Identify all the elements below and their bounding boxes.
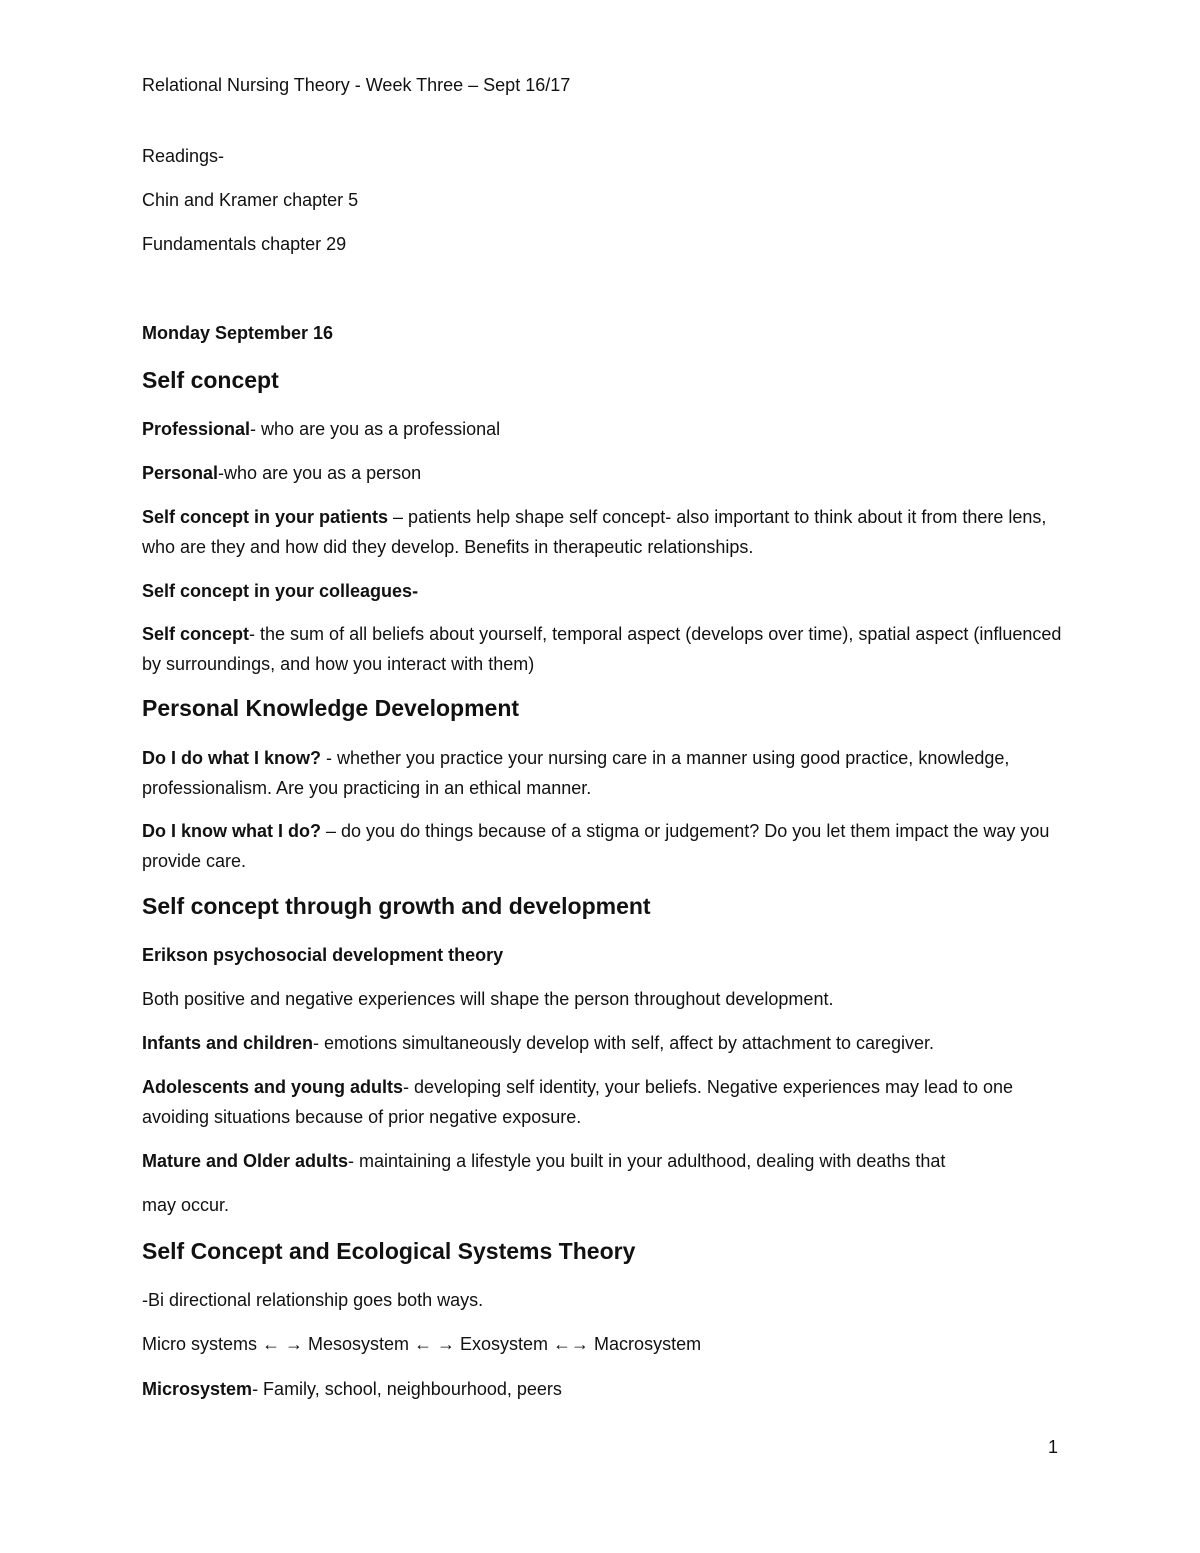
definition: - the sum of all beliefs about yourself, temporal aspect (develops over time), spatial aspect (influenced by surroundings, and how you interact with them) — [142, 624, 1062, 674]
paragraph-mature-continued: may occur. — [142, 1195, 230, 1215]
term: Self concept — [142, 624, 250, 644]
readings-label: Readings- — [142, 146, 225, 166]
definition: -who are you as a person — [218, 463, 422, 483]
term: Professional — [142, 419, 251, 439]
paragraph-bidirectional: -Bi directional relationship goes both ways. — [142, 1290, 484, 1310]
section-heading-self-concept: Self concept — [142, 367, 279, 393]
term: Adolescents and young adults — [142, 1077, 404, 1097]
definition: - developing self identity, your beliefs. Negative experiences may lead to one avoiding situations because of prior negative exposure. — [142, 1077, 1014, 1127]
paragraph-theory: Erikson psychosocial development theory — [142, 945, 504, 965]
term: Microsystem — [142, 1379, 253, 1399]
paragraph-infants — [142, 1028, 1070, 1058]
paragraph-q1 — [142, 743, 1070, 803]
term: Do I do what I know? — [142, 748, 321, 768]
paragraph-q2 — [142, 816, 1070, 876]
date-heading: Monday September 16 — [142, 323, 334, 343]
term: Self concept in your patients — [142, 507, 389, 527]
paragraph-patients — [142, 502, 1070, 562]
definition: - emotions simultaneously develop with self, affect by attachment to caregiver. — [313, 1033, 935, 1053]
paragraph-intro: Both positive and negative experiences will shape the person throughout development. — [142, 989, 834, 1009]
page-header: Relational Nursing Theory - Week Three – Sept 16/17 — [142, 75, 571, 95]
paragraph-colleagues: Self concept in your colleagues- — [142, 581, 419, 601]
paragraph-microsystem — [142, 1374, 1070, 1404]
section-heading-growth: Self concept through growth and development — [142, 893, 651, 919]
page-number: 1 — [1047, 1437, 1058, 1457]
definition: - Family, school, neighbourhood, peers — [252, 1379, 562, 1399]
definition: – do you do things because of a stigma or judgement? Do you let them impact the way you provide care. — [142, 821, 1050, 871]
definition: – patients help shape self concept- also important to think about it from there lens, who are they and how did they develop. Benefits in therapeutic relationships. — [142, 507, 1047, 557]
term: Personal — [142, 463, 219, 483]
paragraph-systems-chain: Micro systems ← → Mesosystem ← → Exosystem ←→ Macrosystem — [142, 1334, 702, 1354]
paragraph-personal — [142, 458, 1070, 488]
term: Mature and Older adults — [142, 1151, 349, 1171]
paragraph-definition — [142, 619, 1070, 679]
term: Do I know what I do? — [142, 821, 321, 841]
term: Infants and children — [142, 1033, 314, 1053]
definition: - who are you as a professional — [250, 419, 501, 439]
paragraph-mature — [142, 1146, 1070, 1176]
section-heading-personal-knowledge: Personal Knowledge Development — [142, 695, 520, 721]
paragraph-adolescents — [142, 1072, 1070, 1132]
reading-item: Chin and Kramer chapter 5 — [142, 190, 359, 210]
definition: - maintaining a lifestyle you built in your adulthood, dealing with deaths that — [348, 1151, 946, 1171]
paragraph-professional — [142, 414, 1070, 444]
reading-item: Fundamentals chapter 29 — [142, 234, 347, 254]
section-heading-ecological: Self Concept and Ecological Systems Theory — [142, 1238, 636, 1264]
definition: - whether you practice your nursing care in a manner using good practice, knowledge, professionalism. Are you practicing in an ethical manner. — [142, 748, 1010, 798]
